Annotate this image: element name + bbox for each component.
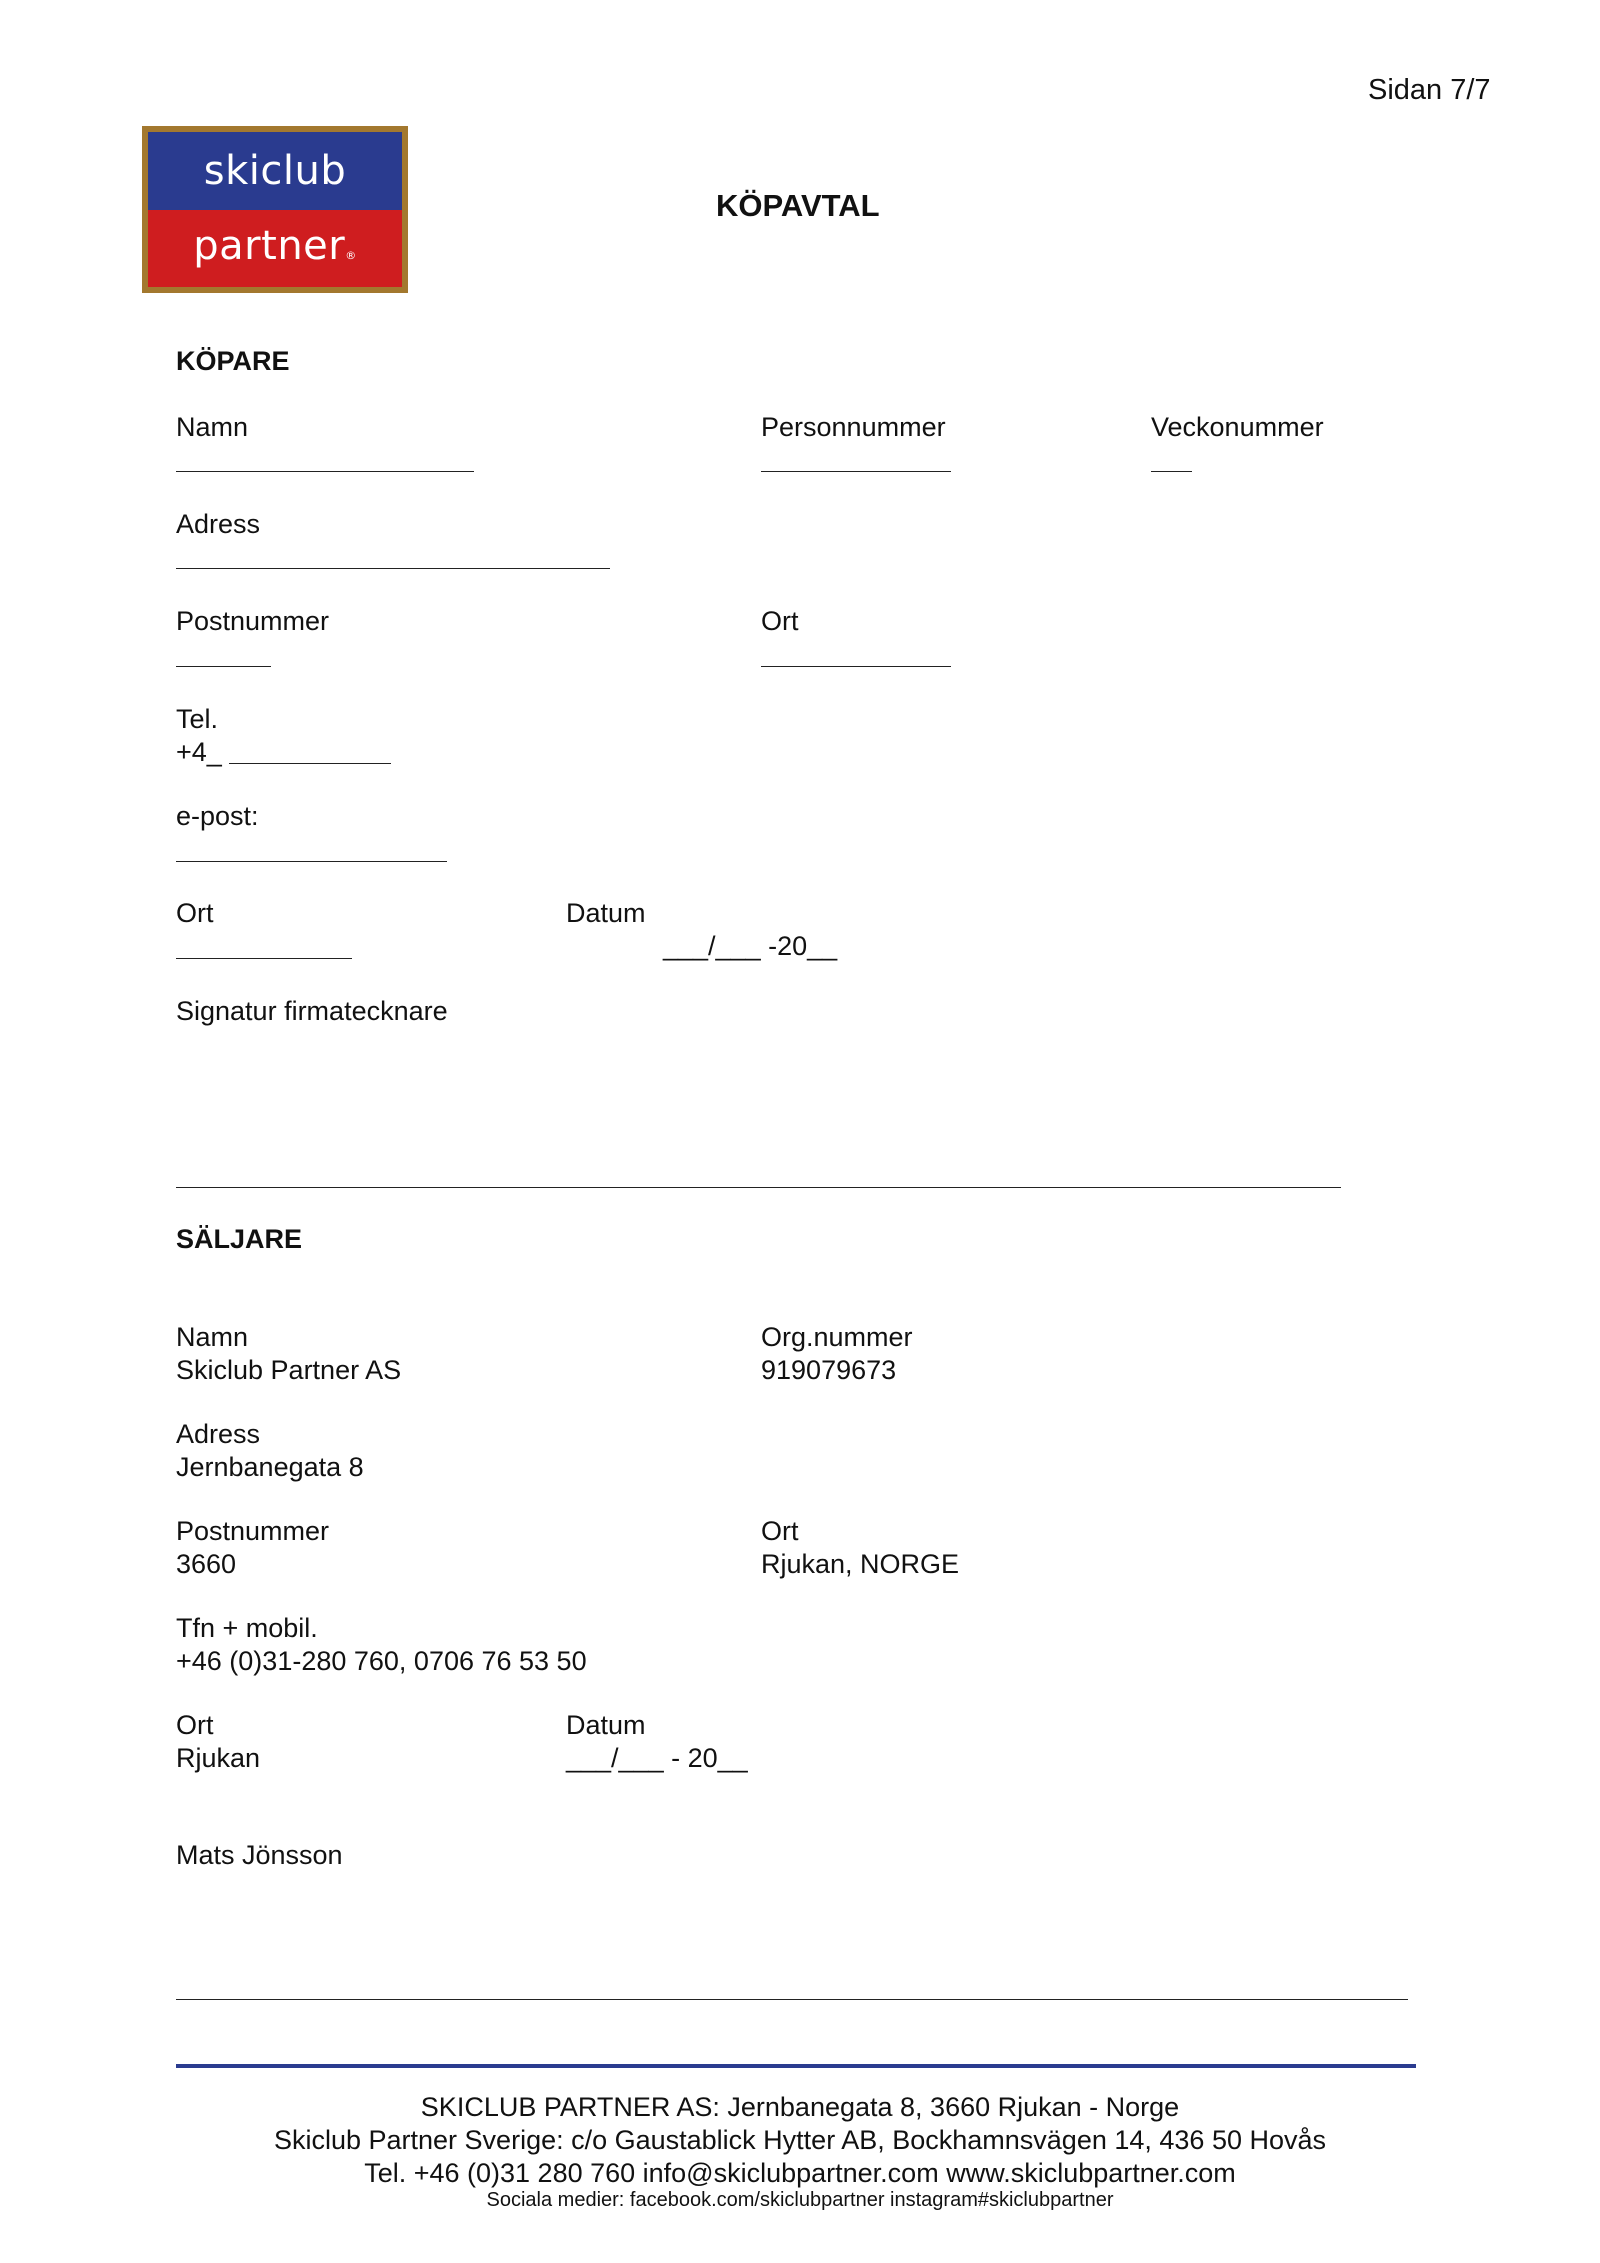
seller-org-value: 919079673 <box>761 1355 897 1385</box>
seller-address-label: Adress <box>176 1419 261 1449</box>
buyer-signature-label: Signatur firmatecknare <box>176 996 448 1026</box>
seller-org-label: Org.nummer <box>761 1322 913 1352</box>
buyer-email-label: e-post: <box>176 801 259 831</box>
buyer-tel-label: Tel. <box>176 704 219 734</box>
buyer-personal-number-field[interactable] <box>761 471 951 472</box>
buyer-place-field[interactable] <box>176 958 352 959</box>
seller-date-label: Datum <box>566 1710 646 1740</box>
buyer-email-field[interactable] <box>176 861 447 862</box>
seller-city-value: Rjukan, NORGE <box>761 1549 960 1579</box>
buyer-heading: KÖPARE <box>176 346 290 376</box>
buyer-city-field[interactable] <box>761 666 951 667</box>
buyer-place-label: Ort <box>176 898 214 928</box>
seller-heading: SÄLJARE <box>176 1224 303 1254</box>
footer-rule <box>176 2064 1416 2068</box>
footer-line-4: Sociala medier: facebook.com/skiclubpartner instagram#skiclubpartner <box>486 2189 1114 2211</box>
buyer-date-label: Datum <box>566 898 646 928</box>
buyer-tel-prefix: +4_ <box>176 737 222 767</box>
buyer-signature-line[interactable] <box>176 1187 1341 1188</box>
seller-address-value: Jernbanegata 8 <box>176 1452 364 1482</box>
footer-line-2: Skiclub Partner Sverige: c/o Gaustablick Hytter AB, Bockhamnsvägen 14, 436 50 Hovås <box>273 2125 1327 2155</box>
seller-postal-code-value: 3660 <box>176 1549 237 1579</box>
seller-place-label: Ort <box>176 1710 214 1740</box>
seller-signature-line[interactable] <box>176 1999 1408 2000</box>
page-number: Sidan 7/7 <box>1368 74 1491 106</box>
skiclub-partner-logo <box>142 126 408 293</box>
logo-registered-mark: ® <box>345 249 357 262</box>
logo-bottom-word: partner <box>193 223 346 269</box>
logo-bottom-band <box>148 210 402 287</box>
buyer-name-label: Namn <box>176 412 249 442</box>
logo-top-word: skiclub <box>148 132 402 210</box>
buyer-personal-number-label: Personnummer <box>761 412 946 442</box>
buyer-week-number-label: Veckonummer <box>1151 412 1324 442</box>
seller-place-value: Rjukan <box>176 1743 261 1773</box>
buyer-address-field[interactable] <box>176 568 610 569</box>
footer-line-1: SKICLUB PARTNER AS: Jernbanegata 8, 3660 Rjukan - Norge <box>420 2092 1180 2122</box>
seller-date-field[interactable]: ___/___ - 20__ <box>566 1743 748 1773</box>
seller-phone-label: Tfn + mobil. <box>176 1613 318 1643</box>
buyer-date-field[interactable]: ___/___ -20__ <box>663 931 838 961</box>
seller-name-value: Skiclub Partner AS <box>176 1355 402 1385</box>
buyer-postal-code-label: Postnummer <box>176 606 330 636</box>
buyer-address-label: Adress <box>176 509 261 539</box>
buyer-city-label: Ort <box>761 606 799 636</box>
seller-phone-value: +46 (0)31-280 760, 0706 76 53 50 <box>176 1646 587 1676</box>
buyer-name-field[interactable] <box>176 471 474 472</box>
buyer-tel-field[interactable] <box>229 763 391 764</box>
buyer-week-number-field[interactable] <box>1151 471 1192 472</box>
document-title: KÖPAVTAL <box>716 188 880 223</box>
buyer-postal-code-field[interactable] <box>176 666 271 667</box>
footer-line-3: Tel. +46 (0)31 280 760 info@skiclubpartner.com www.skiclubpartner.com <box>364 2158 1236 2188</box>
seller-postal-code-label: Postnummer <box>176 1516 330 1546</box>
seller-name-label: Namn <box>176 1322 249 1352</box>
seller-signer-name: Mats Jönsson <box>176 1840 343 1870</box>
seller-city-label: Ort <box>761 1516 799 1546</box>
